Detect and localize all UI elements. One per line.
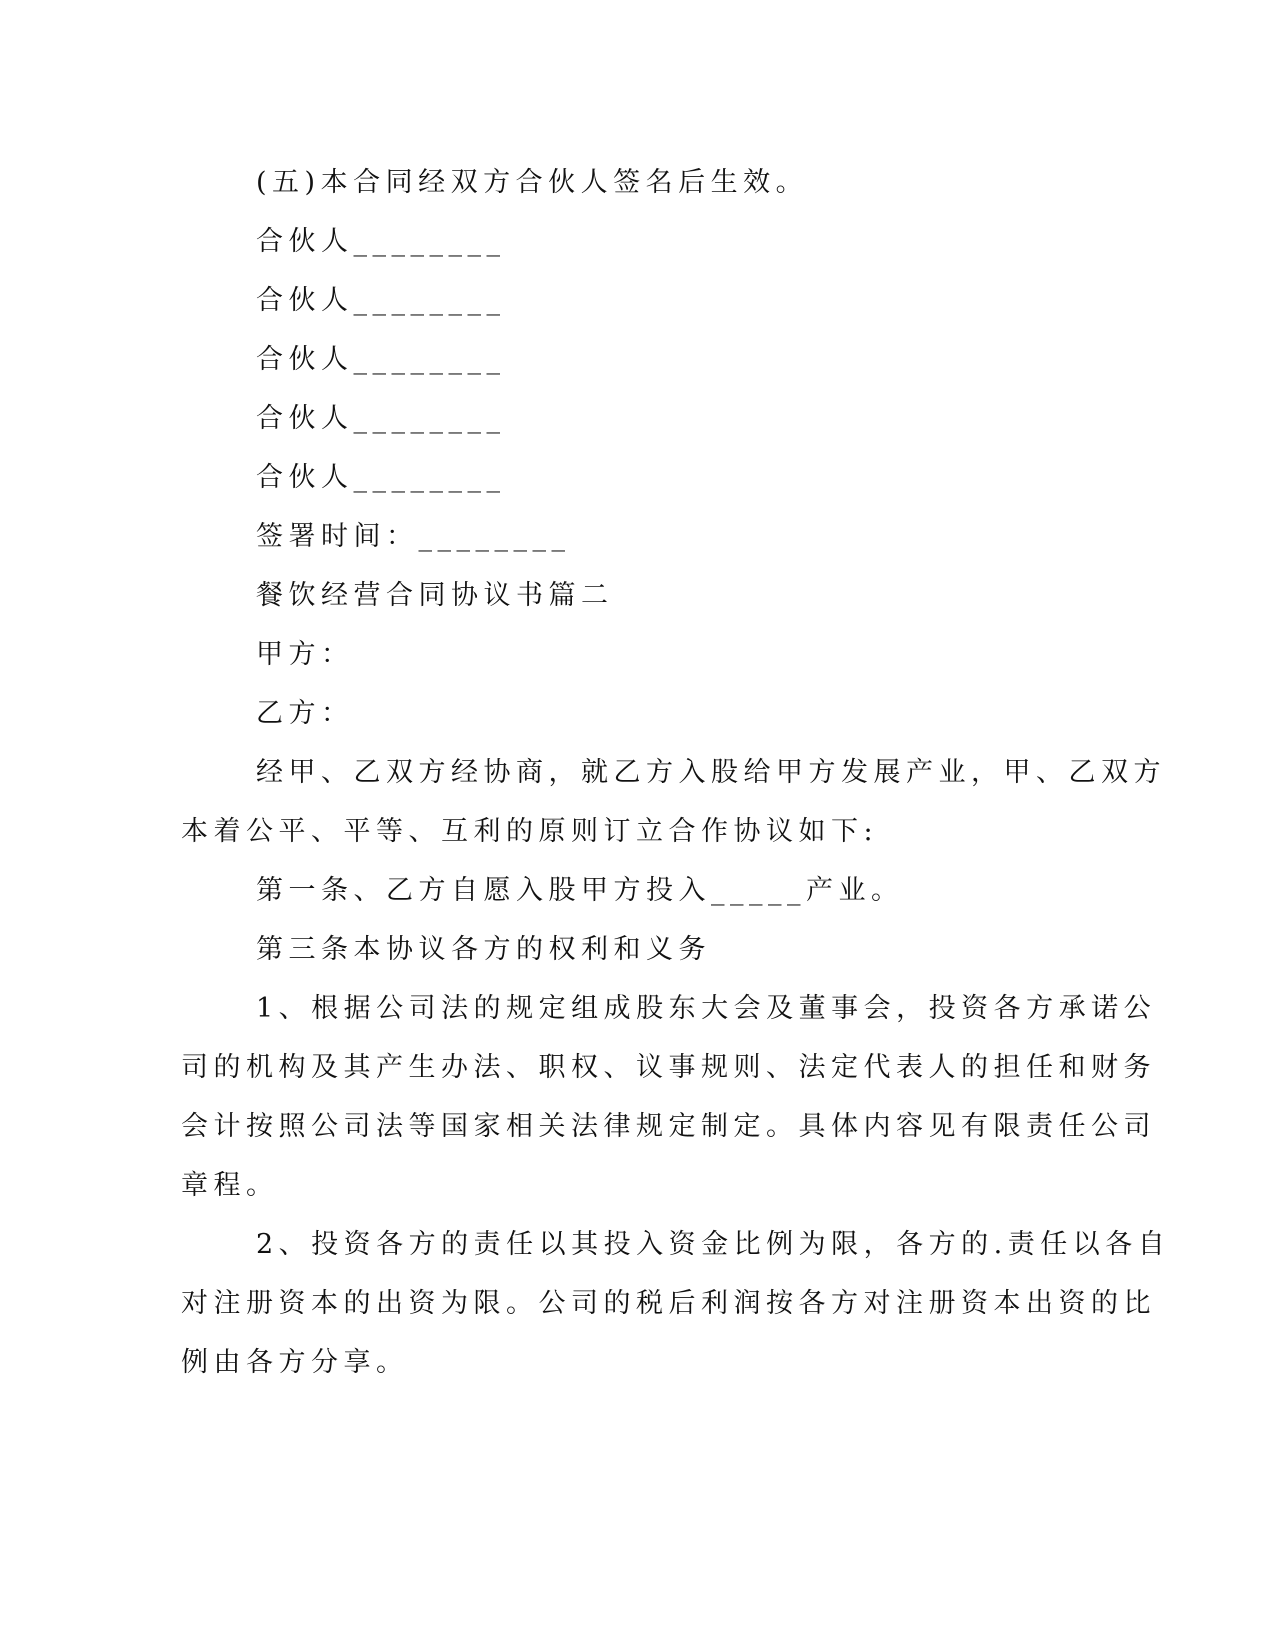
item-one-line-2: 司的机构及其产生办法、职权、议事规则、法定代表人的担任和财务: [181, 1052, 1156, 1083]
partner-signature-line: 合伙人________: [256, 344, 506, 375]
party-b-line: 乙方：: [256, 698, 354, 729]
item-one-line-4: 章程。: [181, 1170, 279, 1201]
preamble-line-1: 经甲、乙双方经协商，就乙方入股给甲方发展产业，甲、乙双方: [256, 757, 1166, 788]
partner-signature-line: 合伙人________: [256, 462, 506, 493]
partner-signature-line: 合伙人________: [256, 226, 506, 257]
clause-five-effective: (五)本合同经双方合伙人签名后生效。: [256, 167, 809, 198]
article-three-heading: 第三条本协议各方的权利和义务: [256, 934, 711, 965]
partner-signature-line: 合伙人________: [256, 403, 506, 434]
item-two-line-3: 例由各方分享。: [181, 1347, 409, 1378]
partner-signature-line: 合伙人________: [256, 285, 506, 316]
item-two-line-1: 2、投资各方的责任以其投入资金比例为限，各方的.责任以各自: [256, 1229, 1171, 1260]
preamble-line-2: 本着公平、平等、互利的原则订立合作协议如下:: [181, 816, 879, 847]
item-one-line-3: 会计按照公司法等国家相关法律规定制定。具体内容见有限责任公司: [181, 1111, 1156, 1142]
party-a-line: 甲方：: [256, 639, 354, 670]
section-title: 餐饮经营合同协议书篇二: [256, 580, 614, 611]
item-one-line-1: 1、根据公司法的规定组成股东大会及董事会，投资各方承诺公: [256, 993, 1157, 1024]
signing-date-line: 签署时间：________: [256, 521, 571, 552]
article-one: 第一条、乙方自愿入股甲方投入_____产业。: [256, 875, 904, 906]
item-two-line-2: 对注册资本的出资为限。公司的税后利润按各方对注册资本出资的比: [181, 1288, 1156, 1319]
